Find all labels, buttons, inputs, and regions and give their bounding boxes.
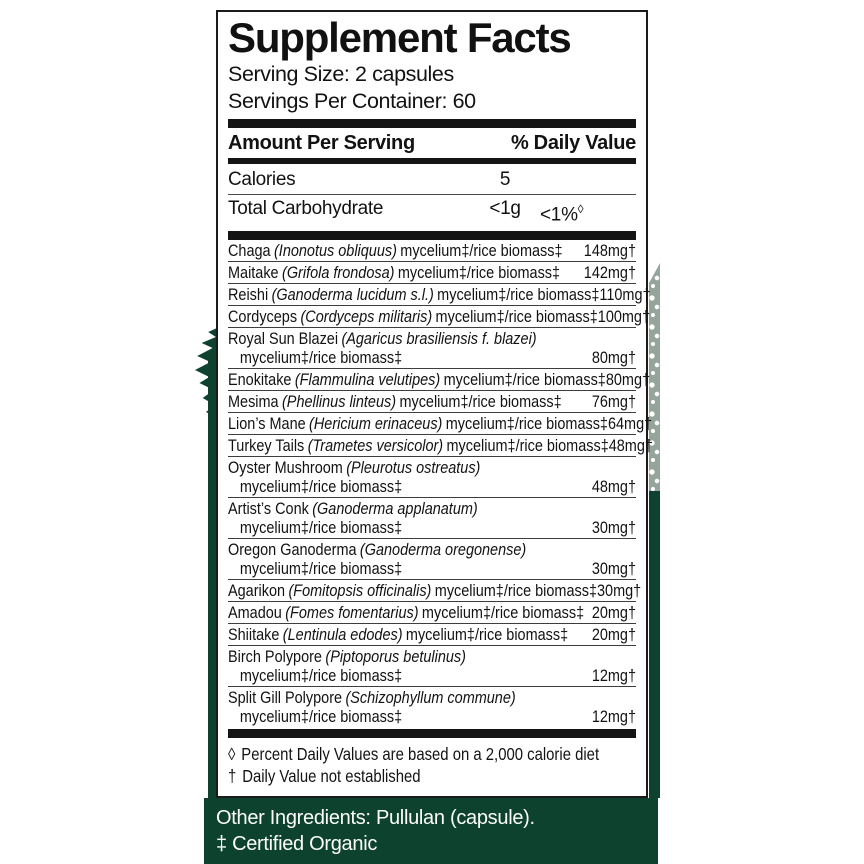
ingredient-latin-name: (Cordyceps militaris) [300, 307, 433, 327]
ingredient-row [228, 435, 653, 457]
ingredient-name: Artist’s Conk [228, 499, 309, 519]
daily-value-header: % Daily Value [510, 132, 636, 154]
supplement-facts-panel [216, 10, 653, 798]
ingredient-row [228, 413, 653, 435]
foliage-speckle-decoration [649, 263, 660, 491]
ingredient-latin-name: (Fomes fomentarius) [285, 603, 419, 623]
footnote-text: Daily Value not established [242, 766, 421, 787]
forest-decoration-dark [649, 491, 660, 798]
ingredient-amount: 12mg† [591, 707, 636, 727]
ingredient-name: Royal Sun Blazei [228, 329, 339, 349]
ingredient-name: Chaga [228, 241, 271, 261]
ingredient-row [228, 240, 636, 262]
ingredient-latin-name: (Ganoderma applanatum) [312, 499, 478, 519]
other-ingredients-line: Other Ingredients: Pullulan (capsule). [216, 807, 535, 829]
ingredient-amount: 48mg† [608, 436, 653, 456]
ingredient-form: mycelium‡/rice biomass‡ [399, 392, 562, 412]
divider-thick-middle [228, 231, 636, 240]
footnote-daily-values [228, 743, 636, 765]
ingredient-form: mycelium‡/rice biomass‡ [400, 241, 563, 261]
ingredient-form: mycelium‡/rice biomass‡ [434, 581, 597, 601]
ingredient-latin-name: (Piptoporus betulinus) [325, 647, 466, 667]
ingredient-name: Birch Polypore [228, 647, 322, 667]
carbohydrate-label: Total Carbohydrate [228, 198, 384, 219]
ingredient-row [228, 646, 636, 687]
footnote-text: Percent Daily Values are based on a 2,000 calorie diet [241, 744, 600, 765]
table-header-row [228, 130, 636, 156]
ingredient-form: mycelium‡/rice biomass‡ [239, 559, 403, 579]
ingredient-amount: 80mg† [605, 370, 651, 390]
ingredient-latin-name: (Ganoderma lucidum s.l.) [271, 285, 434, 305]
divider-medium [228, 158, 636, 164]
ingredient-latin-name: (Schizophyllum commune) [345, 688, 516, 708]
ingredient-amount: 148mg† [583, 241, 636, 261]
ingredient-amount: 64mg† [607, 414, 653, 434]
ingredient-name: Oregon Ganoderma [228, 540, 357, 560]
ingredient-name: Mesima [228, 392, 279, 412]
calories-value: 5 [499, 169, 511, 190]
ingredient-row [228, 457, 636, 498]
ingredient-latin-name: (Ganoderma oregonense) [359, 540, 527, 560]
ingredient-amount: 48mg† [591, 477, 636, 497]
ingredient-form: mycelium‡/rice biomass‡ [239, 707, 403, 727]
ingredient-latin-name: (Inonotus obliquus) [273, 241, 397, 261]
ingredient-row [228, 498, 636, 539]
ingredient-row [228, 262, 636, 284]
footnote-mark: † [228, 766, 237, 787]
footnote-not-established [228, 765, 636, 787]
ingredient-row [228, 369, 651, 391]
ingredient-form: mycelium‡/rice biomass‡ [239, 518, 403, 538]
ingredients-table [228, 240, 653, 727]
ingredient-form: mycelium‡/rice biomass‡ [405, 625, 569, 645]
ingredient-latin-name: (Phellinus linteus) [281, 392, 397, 412]
ingredient-form: mycelium‡/rice biomass‡ [239, 348, 403, 368]
carbohydrate-amount: <1g [489, 198, 521, 219]
ingredient-row [228, 391, 636, 413]
ingredient-row [228, 602, 636, 624]
ingredient-name: Enokitake [228, 370, 292, 390]
amount-per-serving-header: Amount Per Serving [228, 132, 415, 154]
ingredient-latin-name: (Hericium erinaceus) [309, 414, 443, 434]
carbohydrate-daily-value: <1%◊ [540, 202, 584, 226]
ingredient-row [228, 539, 636, 580]
ingredient-name: Cordyceps [228, 307, 298, 327]
carbohydrate-row [228, 195, 636, 229]
ingredient-amount: 20mg† [591, 625, 636, 645]
ingredient-form: mycelium‡/rice biomass‡ [397, 263, 561, 283]
ingredient-amount: 76mg† [591, 392, 636, 412]
ingredient-form: mycelium‡/rice biomass‡ [239, 477, 403, 497]
ingredient-name: Lion’s Mane [228, 414, 306, 434]
ingredient-latin-name: (Pleurotus ostreatus) [346, 458, 481, 478]
ingredient-row [228, 306, 650, 328]
ingredient-amount: 100mg† [597, 307, 650, 327]
certified-organic-line: ‡ Certified Organic [216, 833, 378, 855]
forest-decoration-right [649, 263, 660, 798]
ingredient-amount: 142mg† [583, 263, 636, 283]
ingredient-row [228, 687, 636, 727]
ingredient-form: mycelium‡/rice biomass‡ [435, 307, 598, 327]
footnote-mark: ◊ [228, 744, 236, 765]
ingredient-amount: 30mg† [591, 559, 636, 579]
ingredient-amount: 12mg† [591, 666, 636, 686]
bottom-band [204, 798, 658, 864]
ingredient-amount: 30mg† [596, 581, 642, 601]
ingredient-amount: 30mg† [591, 518, 636, 538]
calories-row [228, 166, 636, 194]
ingredient-latin-name: (Fomitopsis officinalis) [288, 581, 432, 601]
ingredient-form: mycelium‡/rice biomass‡ [437, 285, 600, 305]
ingredient-amount: 20mg† [591, 603, 636, 623]
ingredient-name: Shiitake [228, 625, 280, 645]
calories-label: Calories [228, 169, 296, 190]
ingredient-name: Reishi [228, 285, 269, 305]
ingredient-name: Turkey Tails [228, 436, 305, 456]
ingredient-form: mycelium‡/rice biomass‡ [446, 436, 609, 456]
ingredient-form: mycelium‡/rice biomass‡ [239, 666, 403, 686]
ingredient-name: Split Gill Polypore [228, 688, 343, 708]
ingredient-amount: 80mg† [591, 348, 636, 368]
ingredient-form: mycelium‡/rice biomass‡ [443, 370, 606, 390]
ingredient-latin-name: (Trametes versicolor) [307, 436, 444, 456]
ingredient-name: Agarikon [228, 581, 286, 601]
ingredient-form: mycelium‡/rice biomass‡ [445, 414, 608, 434]
ingredient-row [228, 624, 636, 646]
ingredient-name: Maitake [228, 263, 279, 283]
ingredient-row [228, 328, 636, 369]
ingredient-amount: 110mg† [599, 285, 651, 305]
ingredient-latin-name: (Agaricus brasiliensis f. blazei) [341, 329, 537, 349]
divider-thick-bottom [228, 729, 636, 738]
ingredient-form: mycelium‡/rice biomass‡ [421, 603, 585, 623]
ingredient-latin-name: (Lentinula edodes) [282, 625, 403, 645]
servings-per-container: Servings Per Container: 60 [228, 89, 476, 113]
ingredient-latin-name: (Grifola frondosa) [282, 263, 395, 283]
ingredient-name: Oyster Mushroom [228, 458, 343, 478]
panel-title: Supplement Facts [228, 14, 571, 61]
ingredient-latin-name: (Flammulina velutipes) [294, 370, 441, 390]
ingredient-name: Amadou [228, 603, 282, 623]
foliage-icon [195, 328, 217, 428]
dv-footnote-mark: ◊ [577, 202, 584, 216]
footnotes [228, 738, 636, 787]
divider-thick-top [228, 119, 636, 128]
ingredient-row [228, 580, 642, 602]
ingredient-row [228, 284, 651, 306]
serving-size: Serving Size: 2 capsules [228, 62, 454, 86]
